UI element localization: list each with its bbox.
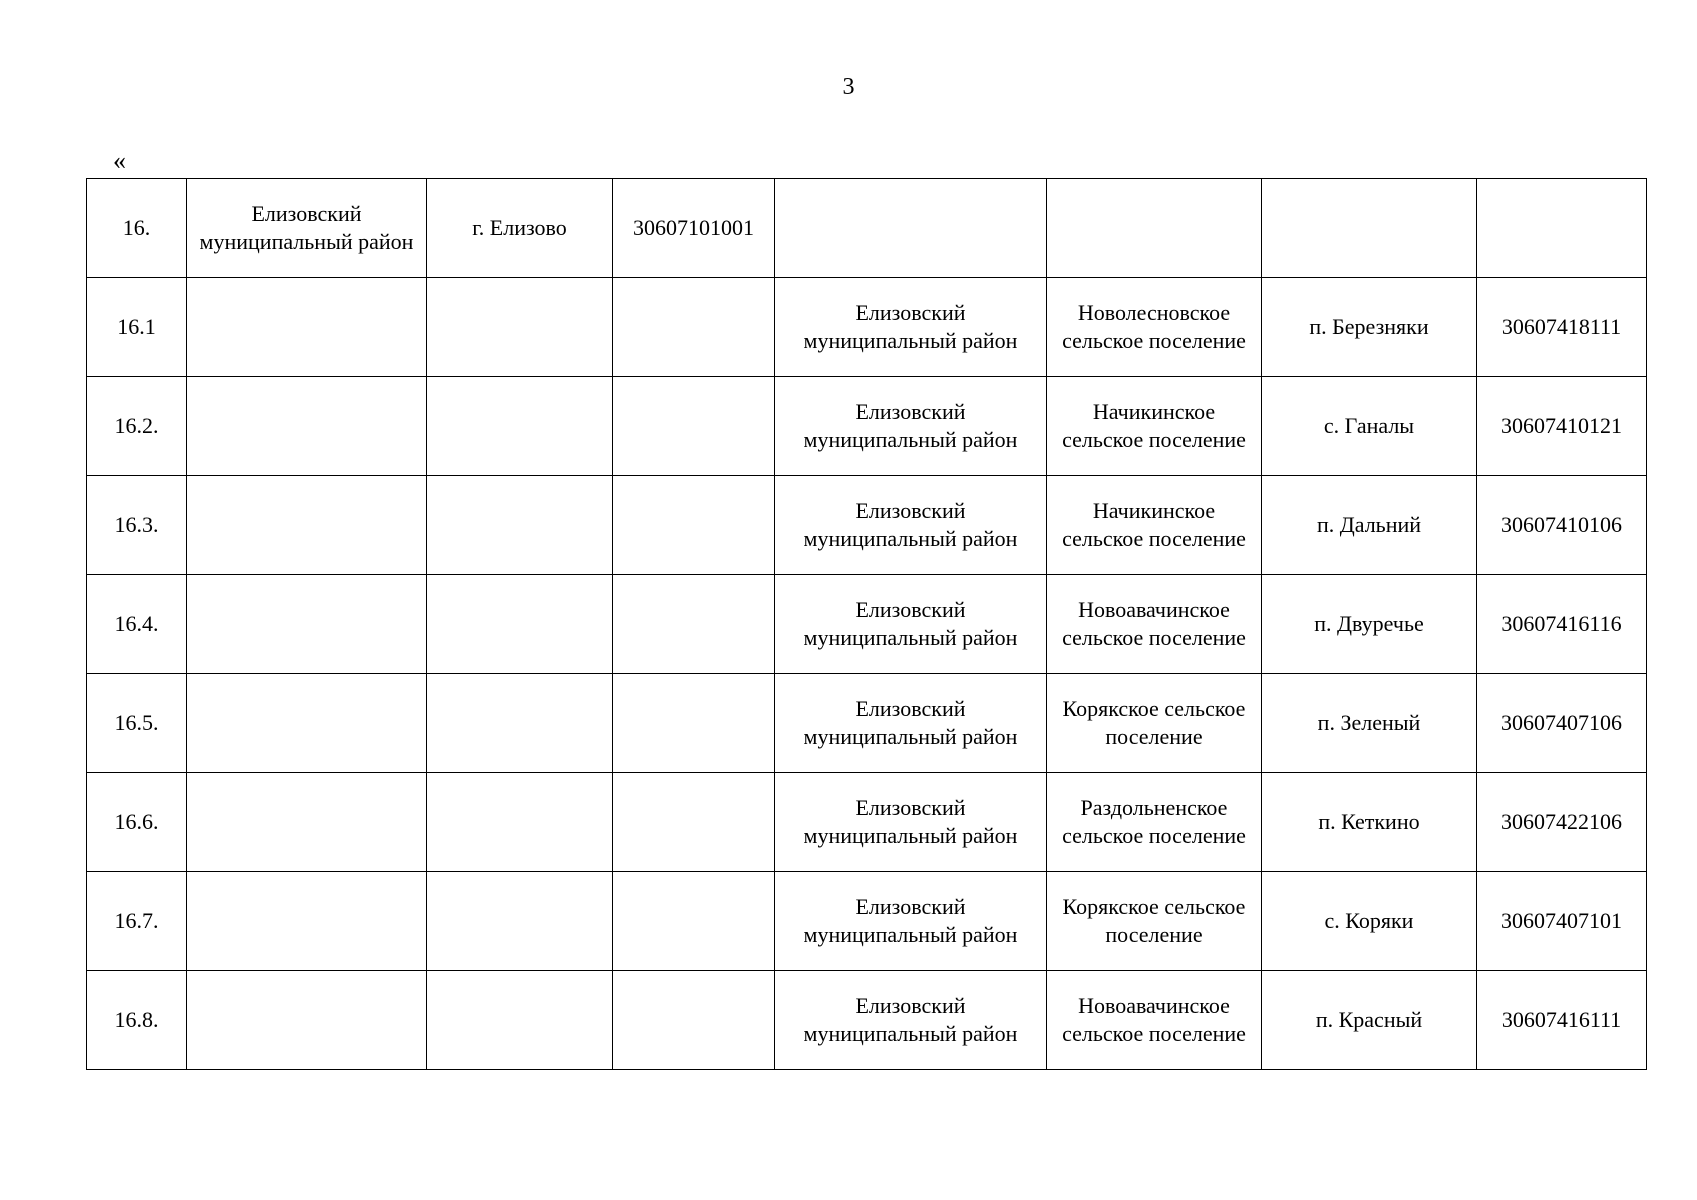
settlement-cell: Новоавачинское сельское поселение xyxy=(1047,575,1262,674)
settlement-cell: Новоавачинское сельское поселение xyxy=(1047,971,1262,1070)
locality-cell: п. Зеленый xyxy=(1262,674,1477,773)
locality-cell: с. Коряки xyxy=(1262,872,1477,971)
city-code-cell xyxy=(613,377,775,476)
settlement-cell: Начикинское сельское поселение xyxy=(1047,476,1262,575)
locality-code-cell: 30607418111 xyxy=(1477,278,1647,377)
locality-cell: п. Березняки xyxy=(1262,278,1477,377)
city-code-cell xyxy=(613,773,775,872)
city-cell xyxy=(427,278,613,377)
district-cell: Елизовский муниципальный район xyxy=(187,179,427,278)
locality-code-cell: 30607422106 xyxy=(1477,773,1647,872)
district-cell xyxy=(187,773,427,872)
settlement-cell xyxy=(1047,179,1262,278)
locality-district-cell: Елизовский муниципальный район xyxy=(775,971,1047,1070)
locality-code-cell: 30607407106 xyxy=(1477,674,1647,773)
table-row xyxy=(87,476,1647,575)
locality-code-cell xyxy=(1477,179,1647,278)
locality-district-cell: Елизовский муниципальный район xyxy=(775,773,1047,872)
city-code-cell xyxy=(613,971,775,1070)
table-row xyxy=(87,278,1647,377)
settlement-cell: Новолесновское сельское поселение xyxy=(1047,278,1262,377)
row-number-cell: 16.5. xyxy=(87,674,187,773)
district-cell xyxy=(187,476,427,575)
city-code-cell xyxy=(613,872,775,971)
city-cell xyxy=(427,971,613,1070)
locality-district-cell: Елизовский муниципальный район xyxy=(775,278,1047,377)
district-cell xyxy=(187,278,427,377)
row-number-cell: 16.3. xyxy=(87,476,187,575)
table-row xyxy=(87,377,1647,476)
district-cell xyxy=(187,575,427,674)
locality-cell: с. Ганалы xyxy=(1262,377,1477,476)
locality-cell: п. Кеткино xyxy=(1262,773,1477,872)
table-row xyxy=(87,872,1647,971)
locality-code-cell: 30607410121 xyxy=(1477,377,1647,476)
city-code-cell: 30607101001 xyxy=(613,179,775,278)
table-row xyxy=(87,575,1647,674)
settlement-cell: Раздольненское сельское поселение xyxy=(1047,773,1262,872)
locality-district-cell: Елизовский муниципальный район xyxy=(775,674,1047,773)
locality-code-cell: 30607416116 xyxy=(1477,575,1647,674)
district-cell xyxy=(187,971,427,1070)
district-cell xyxy=(187,674,427,773)
locality-district-cell xyxy=(775,179,1047,278)
city-cell xyxy=(427,377,613,476)
city-code-cell xyxy=(613,476,775,575)
settlement-cell: Корякское сельское поселение xyxy=(1047,872,1262,971)
settlement-cell: Начикинское сельское поселение xyxy=(1047,377,1262,476)
locality-district-cell: Елизовский муниципальный район xyxy=(775,575,1047,674)
opening-quote-mark: « xyxy=(113,146,126,175)
city-cell: г. Елизово xyxy=(427,179,613,278)
table-row xyxy=(87,674,1647,773)
city-code-cell xyxy=(613,674,775,773)
locality-district-cell: Елизовский муниципальный район xyxy=(775,377,1047,476)
table-row xyxy=(87,179,1647,278)
district-cell xyxy=(187,872,427,971)
row-number-cell: 16.1 xyxy=(87,278,187,377)
locality-code-cell: 30607416111 xyxy=(1477,971,1647,1070)
row-number-cell: 16.2. xyxy=(87,377,187,476)
locality-code-cell: 30607410106 xyxy=(1477,476,1647,575)
regions-table xyxy=(86,178,1647,1070)
page-number: 3 xyxy=(842,74,855,100)
city-cell xyxy=(427,674,613,773)
locality-cell: п. Красный xyxy=(1262,971,1477,1070)
locality-district-cell: Елизовский муниципальный район xyxy=(775,476,1047,575)
table-row xyxy=(87,773,1647,872)
city-code-cell xyxy=(613,278,775,377)
locality-district-cell: Елизовский муниципальный район xyxy=(775,872,1047,971)
table-row xyxy=(87,971,1647,1070)
city-cell xyxy=(427,872,613,971)
settlement-cell: Корякское сельское поселение xyxy=(1047,674,1262,773)
row-number-cell: 16.7. xyxy=(87,872,187,971)
district-cell xyxy=(187,377,427,476)
city-code-cell xyxy=(613,575,775,674)
city-cell xyxy=(427,575,613,674)
city-cell xyxy=(427,476,613,575)
locality-cell: п. Дальний xyxy=(1262,476,1477,575)
row-number-cell: 16.4. xyxy=(87,575,187,674)
locality-cell xyxy=(1262,179,1477,278)
row-number-cell: 16. xyxy=(87,179,187,278)
city-cell xyxy=(427,773,613,872)
locality-cell: п. Двуречье xyxy=(1262,575,1477,674)
row-number-cell: 16.6. xyxy=(87,773,187,872)
locality-code-cell: 30607407101 xyxy=(1477,872,1647,971)
row-number-cell: 16.8. xyxy=(87,971,187,1070)
regions-table-body xyxy=(87,179,1647,1070)
